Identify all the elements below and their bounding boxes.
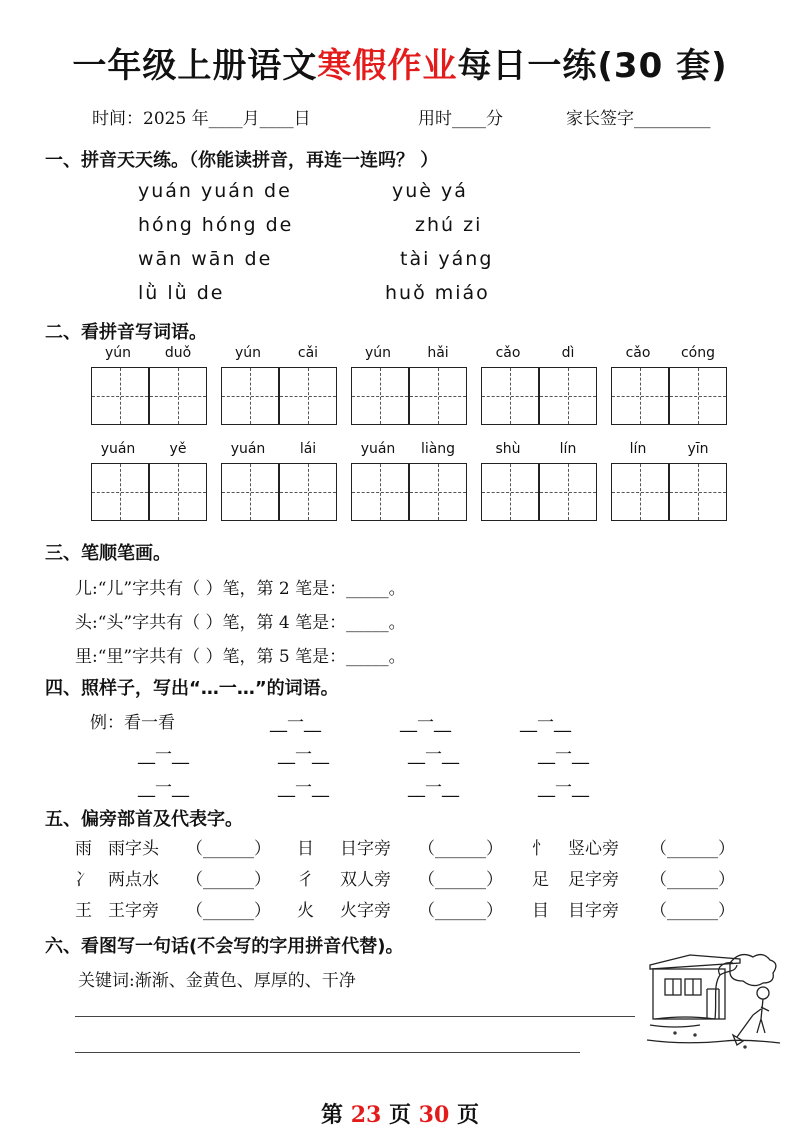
writing-box[interactable] [91, 463, 149, 521]
total-pages: 30 [418, 1102, 450, 1128]
section-4-heading: 四、照样子，写出“…一…”的词语。 [45, 678, 339, 699]
writing-box[interactable] [221, 367, 279, 425]
radical: 忄 [532, 839, 549, 859]
title-part-1: 一年级上册语文 [72, 46, 318, 86]
writing-line[interactable] [75, 1016, 635, 1017]
writing-box[interactable] [279, 463, 337, 521]
writing-box[interactable] [409, 463, 467, 521]
writing-box[interactable] [279, 367, 337, 425]
writing-box[interactable] [669, 463, 727, 521]
pinyin-label: duǒ [164, 345, 192, 361]
writing-box[interactable] [669, 367, 727, 425]
pinyin-right-3[interactable]: tài yáng [400, 248, 494, 270]
title-highlight: 寒假作业 [317, 46, 458, 86]
page-number: 第 23 页 30 页 [321, 1102, 479, 1128]
word-blank[interactable]: __一__ [138, 778, 189, 798]
keywords: 关键词:渐渐、金黄色、厚厚的、干净 [78, 971, 356, 991]
answer-blank[interactable]: （______） [186, 839, 271, 859]
writing-box[interactable] [351, 463, 409, 521]
writing-box[interactable] [221, 463, 279, 521]
radical-name: 双人旁 [340, 870, 391, 890]
radical-name: 两点水 [108, 870, 159, 890]
writing-box[interactable] [149, 463, 207, 521]
page-title [0, 38, 800, 87]
pinyin-label: shù [495, 441, 521, 457]
title-part-2: 每日一练(30 套) [457, 46, 728, 86]
pinyin-label: cǎo [495, 345, 521, 361]
pinyin-left-3[interactable]: wān wān de [138, 248, 273, 270]
pinyin-label: lín [559, 441, 577, 457]
answer-blank[interactable]: （______） [186, 901, 271, 921]
pinyin-label: yún [104, 345, 132, 361]
pinyin-label: lín [629, 441, 647, 457]
answer-blank[interactable]: （______） [418, 839, 503, 859]
writing-box[interactable] [611, 463, 669, 521]
pinyin-label: cóng [680, 345, 716, 361]
writing-box[interactable] [351, 367, 409, 425]
pinyin-label: lái [299, 441, 317, 457]
radical: 冫 [75, 870, 92, 890]
word-blank[interactable]: __一__ [408, 778, 459, 798]
pinyin-label: yún [364, 345, 392, 361]
pinyin-label: cǎi [297, 345, 319, 361]
pinyin-label: hǎi [427, 345, 449, 361]
pinyin-right-4[interactable]: huǒ miáo [385, 282, 490, 304]
section-3-heading: 三、笔顺笔画。 [45, 543, 171, 564]
radical-name: 足字旁 [568, 870, 619, 890]
pinyin-right-1[interactable]: yuè yá [392, 180, 468, 202]
pinyin-label: yīn [687, 441, 709, 457]
pinyin-label: yuán [100, 441, 136, 457]
example-word: 例：看一看 [90, 713, 175, 733]
pinyin-left-1[interactable]: yuán yuán de [138, 180, 292, 202]
duration-field[interactable]: 用时____分 [418, 109, 503, 129]
pinyin-label: yě [169, 441, 187, 457]
radical: 王 [75, 901, 92, 921]
writing-line[interactable] [75, 1052, 580, 1053]
stroke-question-2[interactable]: 头:“头”字共有（ ）笔，第 4 笔是：_____。 [75, 613, 406, 633]
parent-signature-field[interactable]: 家长签字_________ [566, 109, 711, 129]
section-6-heading: 六、看图写一句话(不会写的字用拼音代替)。 [45, 936, 404, 957]
word-blank[interactable]: __一__ [270, 713, 321, 733]
autumn-sweeping-illustration [645, 945, 785, 1050]
answer-blank[interactable]: （______） [650, 870, 735, 890]
pinyin-label: yuán [230, 441, 266, 457]
radical-name: 竖心旁 [568, 839, 619, 859]
pinyin-left-4[interactable]: lǜ lǜ de [138, 282, 225, 304]
radical: 目 [532, 901, 549, 921]
writing-box[interactable] [481, 367, 539, 425]
word-blank[interactable]: __一__ [538, 778, 589, 798]
writing-box[interactable] [539, 367, 597, 425]
pinyin-label: liàng [420, 441, 456, 457]
word-blank[interactable]: __一__ [408, 745, 459, 765]
radical-name: 目字旁 [568, 901, 619, 921]
pinyin-label: yún [234, 345, 262, 361]
writing-box[interactable] [149, 367, 207, 425]
date-field[interactable]: 时间：2025 年____月____日 [92, 109, 311, 129]
answer-blank[interactable]: （______） [650, 839, 735, 859]
section-1-heading: 一、拼音天天练。（你能读拼音，再连一连吗？ ） [45, 150, 439, 171]
answer-blank[interactable]: （______） [418, 870, 503, 890]
radical-name: 雨字头 [108, 839, 159, 859]
writing-box[interactable] [611, 367, 669, 425]
writing-box[interactable] [481, 463, 539, 521]
stroke-question-3[interactable]: 里:“里”字共有（ ）笔，第 5 笔是：_____。 [75, 647, 406, 667]
word-blank[interactable]: __一__ [278, 778, 329, 798]
radical: 雨 [75, 839, 92, 859]
writing-box[interactable] [91, 367, 149, 425]
radical: 足 [532, 870, 549, 890]
radical: 日 [297, 839, 314, 859]
radical: 火 [297, 901, 314, 921]
pinyin-label: dì [561, 345, 575, 361]
word-blank[interactable]: __一__ [138, 745, 189, 765]
radical-name: 火字旁 [340, 901, 391, 921]
answer-blank[interactable]: （______） [650, 901, 735, 921]
stroke-question-1[interactable]: 儿:“儿”字共有（ ）笔，第 2 笔是：_____。 [75, 579, 406, 599]
writing-box[interactable] [409, 367, 467, 425]
current-page: 23 [350, 1102, 382, 1128]
word-blank[interactable]: __一__ [278, 745, 329, 765]
pinyin-label: cǎo [625, 345, 651, 361]
section-5-heading: 五、偏旁部首及代表字。 [45, 809, 243, 830]
section-2-heading: 二、看拼音写词语。 [45, 322, 207, 343]
word-blank[interactable]: __一__ [400, 713, 451, 733]
word-blank[interactable]: __一__ [538, 745, 589, 765]
radical-name: 王字旁 [108, 901, 159, 921]
answer-blank[interactable]: （______） [418, 901, 503, 921]
radical: 彳 [297, 870, 314, 890]
pinyin-label: yuán [360, 441, 396, 457]
pinyin-right-2[interactable]: zhú zi [415, 214, 483, 236]
radical-name: 日字旁 [340, 839, 391, 859]
answer-blank[interactable]: （______） [186, 870, 271, 890]
pinyin-left-2[interactable]: hóng hóng de [138, 214, 294, 236]
word-blank[interactable]: __一__ [520, 713, 571, 733]
writing-box[interactable] [539, 463, 597, 521]
